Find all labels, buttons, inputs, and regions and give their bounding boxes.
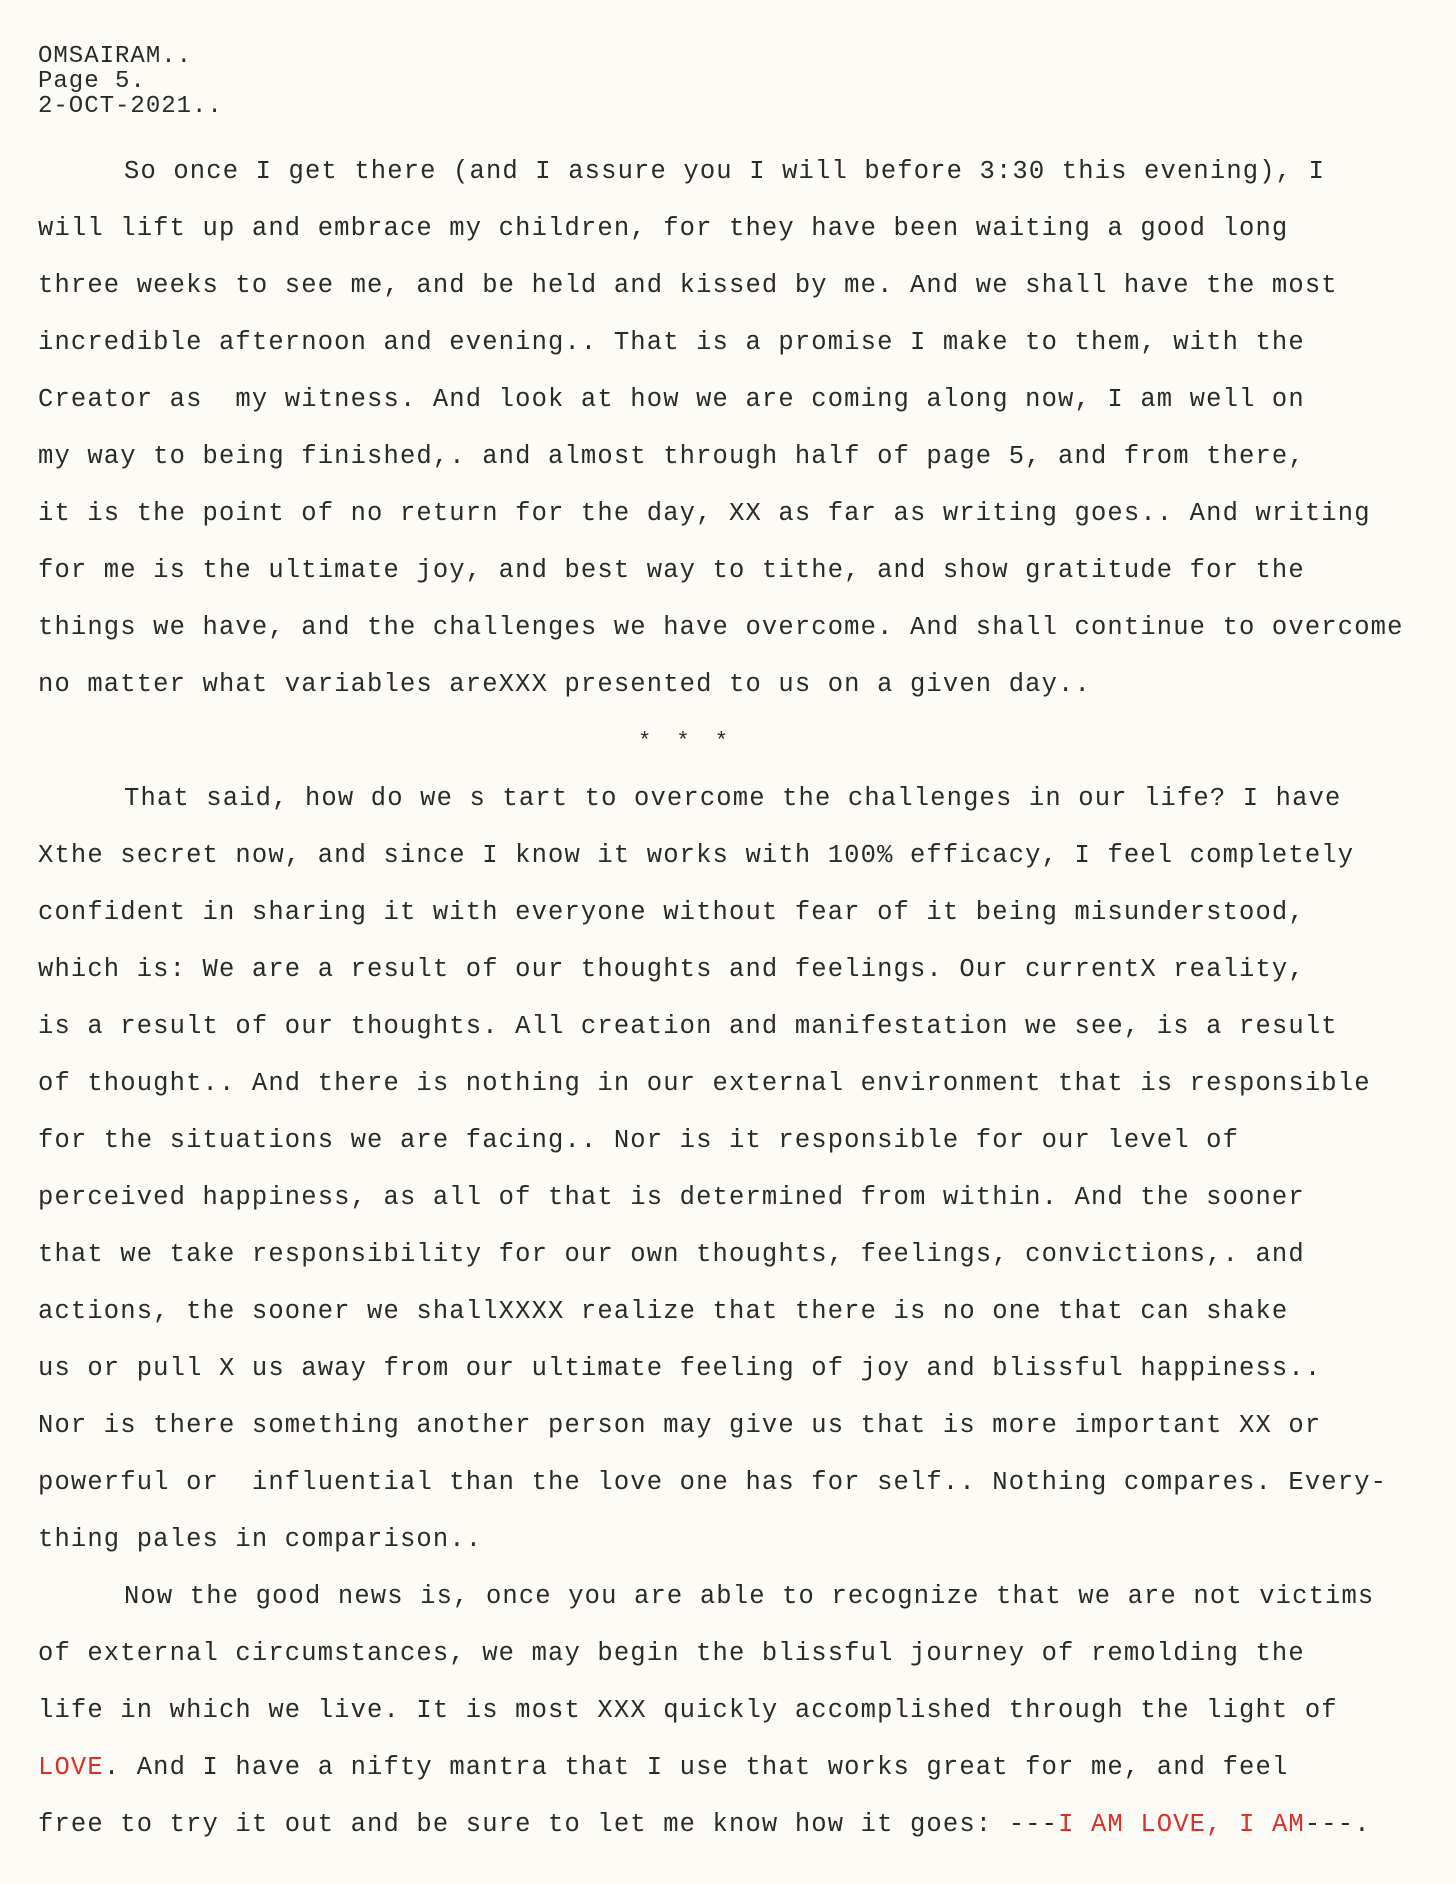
text-line: incredible afternoon and evening.. That is a promise I make to them, with the xyxy=(38,328,1305,357)
text-line: that we take responsibility for our own thoughts, feelings, convictions,. and xyxy=(38,1240,1305,1269)
text-segment: . And I have a nifty mantra that I use that works great for me, and feel xyxy=(103,1753,1289,1782)
header-title: OMSAIRAM.. xyxy=(38,43,193,70)
header-date: 2-OCT-2021.. xyxy=(38,93,223,120)
text-line: confident in sharing it with everyone without fear of it being misunderstood, xyxy=(38,898,1305,927)
text-segment: ---. xyxy=(1304,1810,1371,1839)
text-line xyxy=(38,1805,1448,1862)
text-line: my way to being finished,. and almost through half of page 5, and from there, xyxy=(38,442,1305,471)
text-line: will lift up and embrace my children, for they have been waiting a good long xyxy=(38,214,1289,243)
text-line: Creator as my witness. And look at how we are coming along now, I am well on xyxy=(38,385,1305,414)
text-line: life in which we live. It is most XXX quickly accomplished through the light of xyxy=(38,1696,1338,1725)
text-line: for the situations we are facing.. Nor is it responsible for our level of xyxy=(38,1126,1240,1155)
page-header xyxy=(38,44,223,119)
header-page-number: Page 5. xyxy=(38,68,146,95)
text-line: of external circumstances, we may begin the blissful journey of remolding the xyxy=(38,1639,1305,1668)
text-line: actions, the sooner we shallXXXX realize that there is no one that can shake xyxy=(38,1297,1289,1326)
text-line: That said, how do we s tart to overcome the challenges in our life? I have xyxy=(124,784,1342,813)
text-line: is a result of our thoughts. All creation and manifestation we see, is a result xyxy=(38,1012,1338,1041)
text-line: So once I get there (and I assure you I will before 3:30 this evening), I xyxy=(124,157,1326,186)
text-line: it is the point of no return for the day, XX as far as writing goes.. And writing xyxy=(38,499,1371,528)
text-line: which is: We are a result of our thoughts and feelings. Our currentX reality, xyxy=(38,955,1305,984)
text-line: Xthe secret now, and since I know it works with 100% efficacy, I feel completely xyxy=(38,841,1355,870)
text-line: powerful or influential than the love one has for self.. Nothing compares. Every- xyxy=(38,1468,1388,1497)
text-line: things we have, and the challenges we have overcome. And shall continue to overcome xyxy=(38,613,1404,642)
text-line: Now the good news is, once you are able to recognize that we are not victims xyxy=(124,1582,1375,1611)
text-line xyxy=(38,1748,1448,1805)
text-line: thing pales in comparison.. xyxy=(38,1525,483,1554)
love-word: LOVE xyxy=(38,1753,104,1782)
section-divider: * * * xyxy=(638,729,735,754)
text-line: us or pull X us away from our ultimate feeling of joy and blissful happiness.. xyxy=(38,1354,1322,1383)
mantra-text: I AM LOVE, I AM xyxy=(1058,1810,1305,1839)
text-line: no matter what variables areXXX presented to us on a given day.. xyxy=(38,670,1091,699)
text-segment: free to try it out and be sure to let me know how it goes: --- xyxy=(38,1810,1059,1839)
body-text xyxy=(38,152,1448,1862)
text-line: of thought.. And there is nothing in our external environment that is responsible xyxy=(38,1069,1371,1098)
text-line: Nor is there something another person may give us that is more important XX or xyxy=(38,1411,1322,1440)
text-line: for me is the ultimate joy, and best way to tithe, and show gratitude for the xyxy=(38,556,1305,585)
text-line: three weeks to see me, and be held and kissed by me. And we shall have the most xyxy=(38,271,1338,300)
text-line: perceived happiness, as all of that is determined from within. And the sooner xyxy=(38,1183,1305,1212)
